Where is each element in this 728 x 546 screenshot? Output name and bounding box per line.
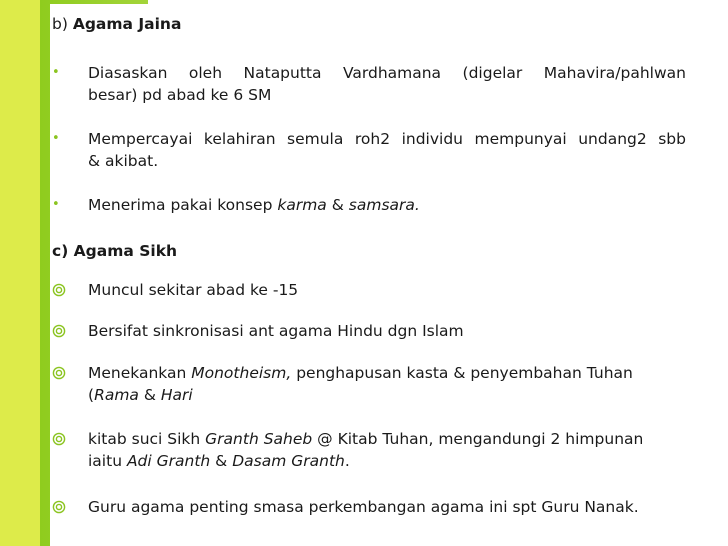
text-line [88, 384, 686, 406]
text-line: besar) pd abad ke 6 SM [88, 86, 272, 104]
list-item-text [88, 128, 686, 172]
text-run: Menekankan [88, 364, 192, 382]
text-run: ( [88, 386, 95, 404]
text-run: iaitu [88, 452, 127, 470]
term-granth-saheb: Granth Saheb [205, 430, 313, 448]
text-line: Diasaskan oleh Nataputta Vardhamana (digelar Mahavira/pahlwan [88, 64, 686, 82]
text-line [88, 450, 686, 472]
list-item-sikh-2 [52, 320, 686, 342]
ring-bullet-icon [52, 500, 66, 514]
text-line [88, 362, 686, 384]
list-item-text: Muncul sekitar abad ke -15 [88, 281, 299, 299]
text-line: & akibat. [88, 152, 159, 170]
list-item-text [88, 194, 686, 216]
text-line: Mempercayai kelahiran semula roh2 individu mempunyai undang2 sbb [88, 130, 686, 148]
ring-bullet-icon [52, 324, 66, 338]
heading-prefix: b) [52, 15, 73, 33]
term-karma: karma [277, 196, 327, 214]
text-line [88, 428, 686, 450]
text-run: @ Kitab Tuhan, mengandungi 2 himpunan [312, 430, 644, 448]
list-item-text [88, 62, 686, 106]
list-item-text [88, 362, 686, 406]
ring-bullet-icon [52, 283, 66, 297]
term-rama: Rama [94, 386, 139, 404]
list-item-text: Guru agama penting smasa perkembangan agama ini spt Guru Nanak. [88, 498, 639, 516]
section-heading-sikh [52, 240, 177, 262]
list-item-sikh-4 [52, 428, 686, 472]
heading-title-jaina: Agama Jaina [72, 15, 182, 33]
list-item-text: Bersifat sinkronisasi ant agama Hindu dgn Islam [88, 322, 464, 340]
ring-bullet-icon [52, 432, 66, 446]
list-item-jaina-3 [52, 194, 686, 216]
list-item-text [88, 428, 686, 472]
list-item-sikh-3 [52, 362, 686, 406]
list-item-jaina-2 [52, 128, 686, 172]
list-item-sikh-5 [52, 496, 686, 518]
heading-title-sikh: c) Agama Sikh [52, 242, 178, 260]
small-dot-icon: • [52, 65, 60, 80]
term-monotheism: Monotheism, [191, 364, 292, 382]
list-item-jaina-1 [52, 62, 686, 106]
text-run: & [210, 452, 233, 470]
small-dot-icon: • [52, 131, 60, 146]
list-item-sikh-1 [52, 279, 686, 301]
ring-bullet-icon [52, 366, 66, 380]
text-run: penghapusan kasta & penyembahan Tuhan [291, 364, 633, 382]
text-run: . [344, 452, 350, 470]
text-run: & [138, 386, 161, 404]
term-dasam-granth: Dasam Granth [232, 452, 345, 470]
section-heading-jaina [52, 13, 181, 35]
term-hari: Hari [160, 386, 193, 404]
text-run: Menerima pakai konsep [88, 196, 278, 214]
text-run: & [326, 196, 349, 214]
term-samsara: samsara. [348, 196, 420, 214]
term-adi-granth: Adi Granth [126, 452, 211, 470]
text-run: kitab suci Sikh [88, 430, 206, 448]
small-dot-icon: • [52, 197, 60, 212]
